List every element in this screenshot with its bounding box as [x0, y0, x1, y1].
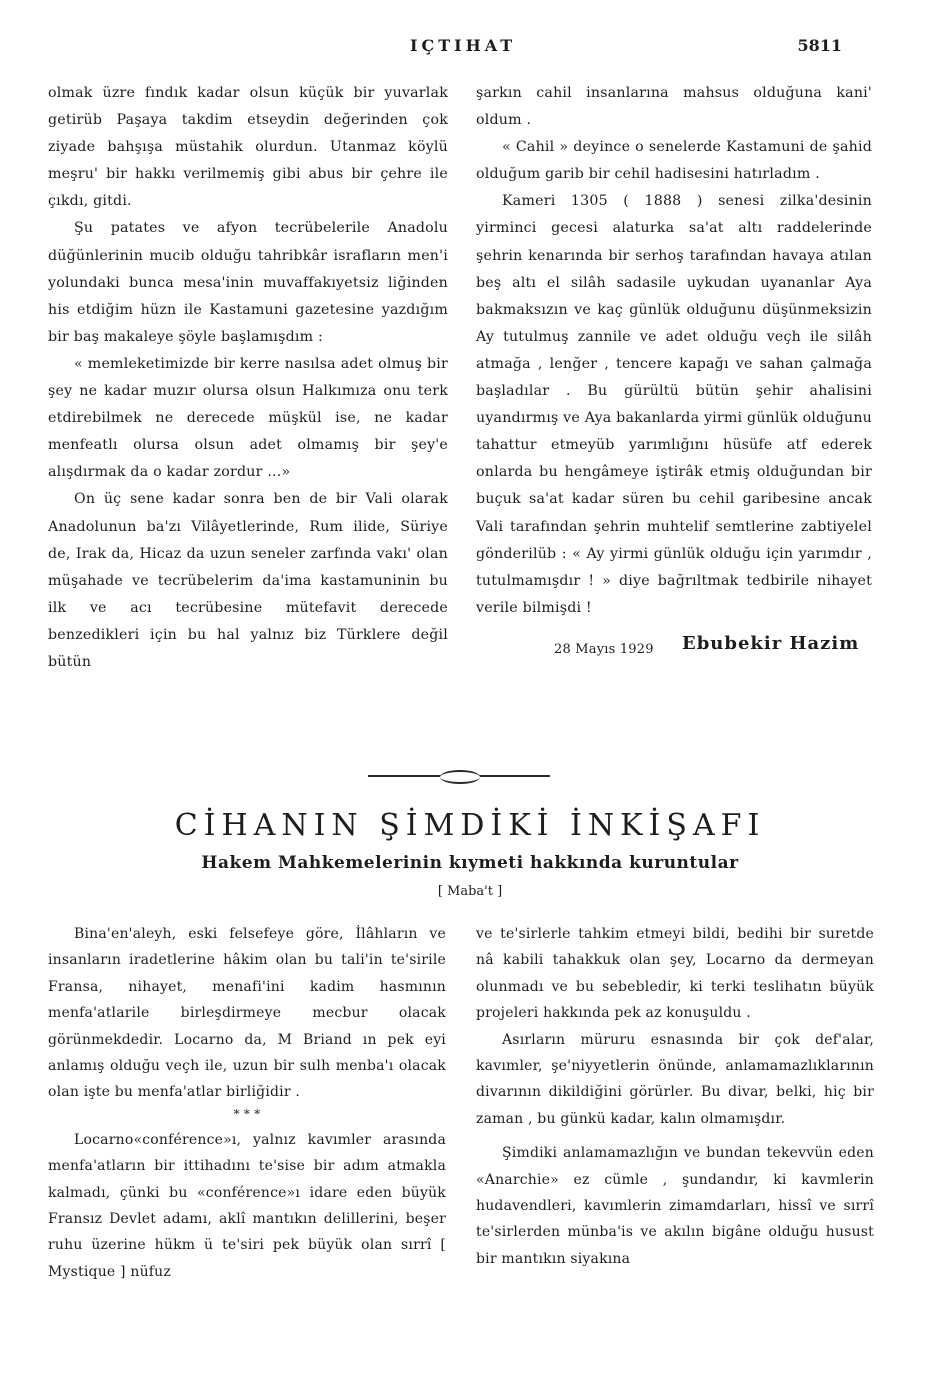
- left-column-top: [48, 80, 448, 676]
- paragraph: On üç sene kadar sonra ben de bir Vali olarak Anadolunun ba'zı Vilâyetlerinde, Rum ilide, Süriye de, Irak da, Hicaz da uzun seneler zarfında vakı' olan müşahade ve tecrübelerim da'ima kastamuninin bu ilk ve acı tecrübesine mütefavit derecede benzedikleri için bu hal yalnız biz Türklere değil bütün: [48, 491, 448, 670]
- right-column-bottom: [476, 921, 874, 1272]
- signature-date: 28 Mayıs 1929: [554, 641, 654, 657]
- section-stars: * * *: [233, 1106, 261, 1121]
- article-source: [ Maba't ]: [437, 884, 503, 899]
- paragraph: şarkın cahil insanlarına mahsus olduğuna kani' oldum .: [476, 85, 872, 129]
- paragraph: ve te'sirlerle tahkim etmeyi bildi, bedihi bir suretde nâ kabili tahakkuk olan şey, Locarno da dermeyan olunmadı ve bu sebebledir, ki terki teslihatın büyük projeleri hakkında pek az konuşuldu .: [476, 926, 874, 1022]
- quote-paragraph: « memleketimizde bir kerre nasılsa adet olmuş bir şey ne kadar muzır olursa olsun Halkımıza onu terk etdirebilmek ne derecede müşkül ise, ne kadar menfeatlı olursa olsun adet olmamış bir şey'e alışdırmak da o kadar zordur ...»: [48, 355, 448, 481]
- paragraph: Locarno«conférence»ı, yalnız kavımler arasında menfa'atların bir ittihadını te'sise bir adım atmakla kalmadı, çünki bu «conférence»ı idare eden büyük Fransız Devlet adamı, aklî mantıkın delillerini, beşer ruhu üzerine hükm ü te'siri pek büyük olan sırrî [ Mystique ] nüfuz: [48, 1131, 446, 1280]
- divider-ornament: [440, 770, 480, 784]
- right-column-top: [476, 80, 872, 657]
- running-head: IÇTIHAT: [410, 36, 517, 55]
- page-header: [0, 36, 940, 56]
- paragraph: Asırların müruru esnasında bir çok def'alar, kavımler, şe'niyyetlerin önünde, anlamamazlıklarının divarının dikildiğini görürler. Bu divar, belki, hiç bir zaman , bu günkü kadar, kalın olmamışdır.: [476, 1031, 874, 1127]
- article-title: CİHANIN ŞİMDİKİ İNKİŞAFI: [174, 808, 766, 843]
- signature: [476, 630, 872, 657]
- paragraph: Kameri 1305 ( 1888 ) senesi zilka'desinin yirminci gecesi alaturka sa'at altı raddelerinde şehrin kenarında bir serhoş tarafından havaya atılan beş altı el silâh sadasile uykudan uyananlar Aya bakmaksızın ve kaç günlük olduğunu düşünmeksizin Ay tutulmuş zannile ve adet olduğu veçh ile silâh atmağa , lenğer , tencere kapağı ve sahan çalmağa başladılar . Bu gürültü bütün şehir ahalisini uyandırmış ve Aya bakanlarda yirmi günlük olduğunu tahattur etmeyüb yarımlığını hüsüfe atf ederek onlarda bu hengâmeye iştirâk etmiş olduğundan bir buçuk sa'at kadar süren bu cehil garibesine ancak Vali tarafından şehrin muhtelif semtlerine zabtiyelel gönderilüb : « Ay yirmi günlük olduğu için yarımdır , tutulmamışdır ! » diye bağrıltmak tedbirile nihayet verile bilmişdi !: [476, 193, 872, 616]
- paragraph: Şu patates ve afyon tecrübelerile Anadolu düğünlerinin mucib olduğu tahribkâr israfların men'i yolundaki bunca mesa'inin muvaffakıyetsiz liğinden his etdiğim hüzn ile Kastamuni gazetesine yazdığım bir baş makaleye şöyle başlamışdım :: [48, 220, 448, 345]
- paragraph: « Cahil » deyince o senelerde Kastamuni de şahid olduğum garib bir cehil hadisesini hatırladım .: [476, 139, 872, 183]
- left-column-bottom: [48, 921, 446, 1285]
- paragraph: olmak üzre fındık kadar olsun küçük bir yuvarlak getirüb Paşaya takdim etseydin değerinden çok ziyade bahşışa müstahik olurdun. Utanmaz köylü meşru' bir hakkı verilmemiş gibi abus bir çehre ile çıkdı, gitdi.: [48, 85, 448, 210]
- paragraph: Şimdiki anlamamazlığın ve bundan tekevvün eden «Anarchie» ez cümle , şundandır, ki kavmlerin hudavendleri, kavımlerin zimamdarları, hissî ve sırrî te'sirlerden münba'is ve akılın bigâne olduğu husust bir mantıkın siyakına: [476, 1145, 874, 1267]
- page-number: 5811: [797, 36, 842, 55]
- signature-author: Ebubekir Hazim: [682, 632, 860, 654]
- article-subtitle: Hakem Mahkemelerinin kıymeti hakkında kuruntular: [201, 853, 739, 873]
- paragraph: Bina'en'aleyh, eski felsefeye göre, İlâhların ve insanların iradetlerine hâkim olan bu tali'in te'sirile Fransa, nihayet, menafi'ini kadim hasmının menfa'atlarile birleşdirmeye mecbur olacak görünmekdedir. Locarno da, M Briand ın pek eyi anlamış olduğu veçh ile, uzun bir sulh menba'ı olacak olan işte bu menfa'atlar birliğidir .: [48, 926, 446, 1101]
